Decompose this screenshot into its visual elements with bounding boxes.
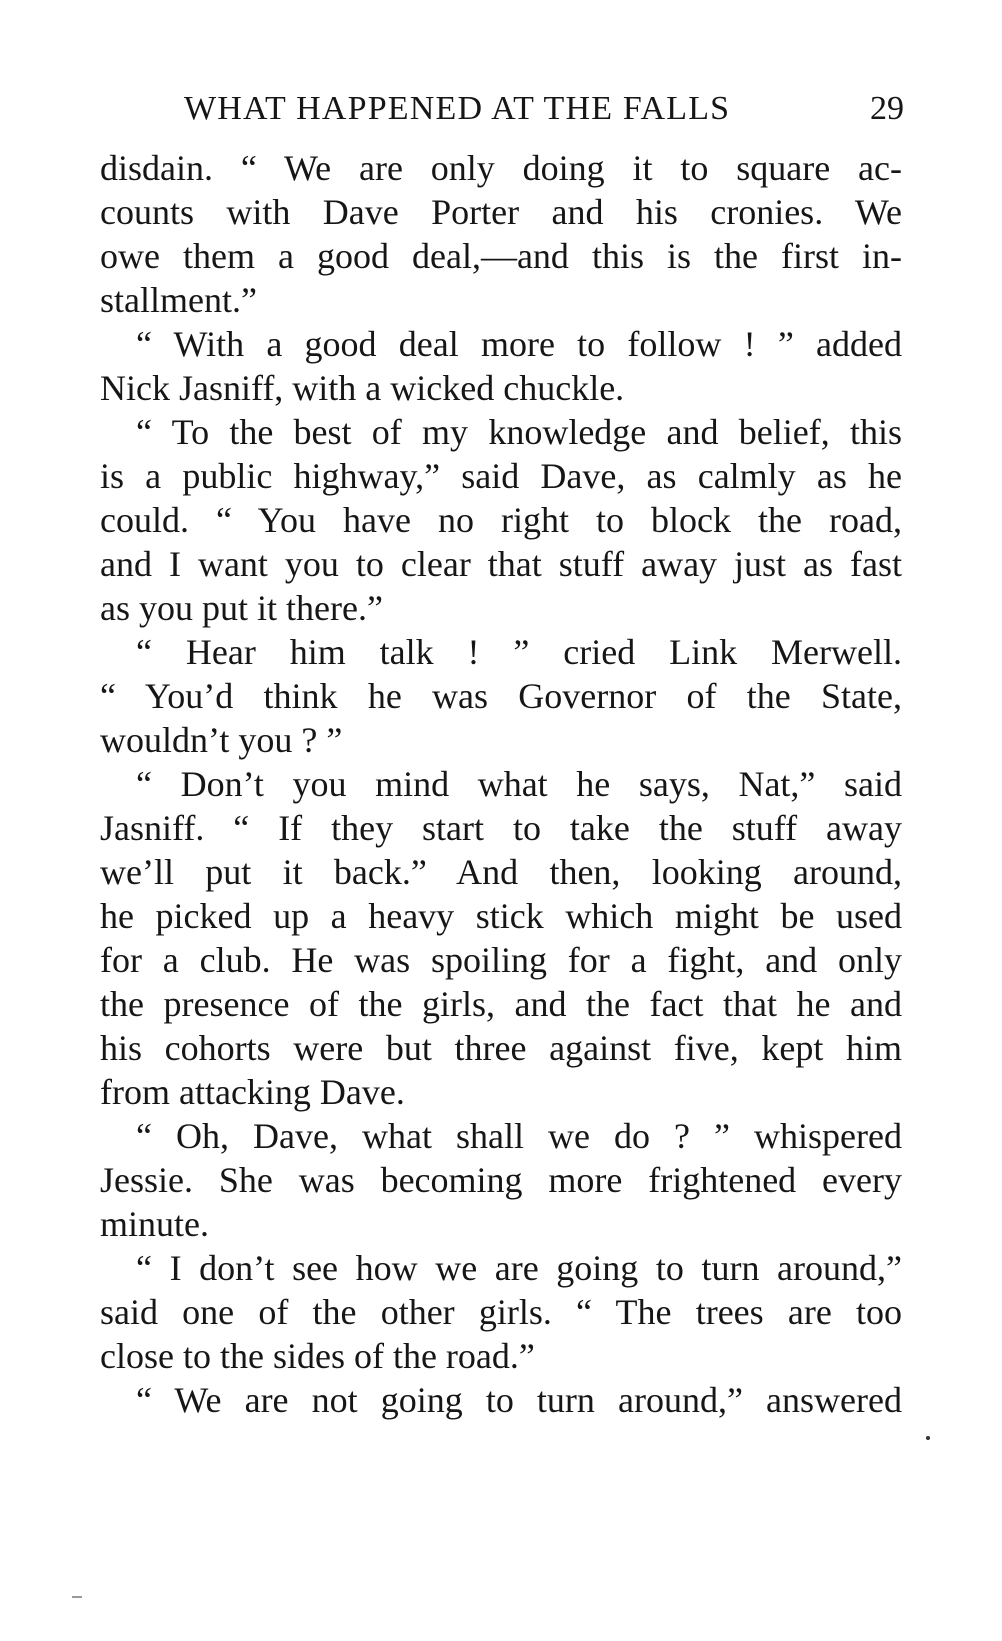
- paragraph-start-line: “ We are not going to turn around,” answered: [136, 1380, 902, 1420]
- page-number: 29: [870, 90, 904, 127]
- text-line: is a public highway,” said Dave, as calmly as he: [100, 456, 902, 496]
- text-line: for a club. He was spoiling for a fight, and only: [100, 940, 902, 980]
- text-line: “ You’d think he was Governor of the State,: [100, 676, 902, 716]
- text-line: Nick Jasniff, with a wicked chuckle.: [100, 368, 625, 408]
- text-line: he picked up a heavy stick which might be used: [100, 896, 902, 936]
- scan-mark: [72, 1596, 82, 1598]
- text-line: the presence of the girls, and the fact that he and: [100, 984, 902, 1024]
- text-line: from attacking Dave.: [100, 1072, 405, 1112]
- text-line: counts with Dave Porter and his cronies. We: [100, 192, 902, 232]
- text-line: could. “ You have no right to block the road,: [100, 500, 902, 540]
- text-line: wouldn’t you ? ”: [100, 720, 343, 760]
- chapter-title: WHAT HAPPENED AT THE FALLS: [184, 90, 731, 127]
- text-line: Jessie. She was becoming more frightened every: [100, 1160, 902, 1200]
- text-line: stallment.”: [100, 280, 257, 320]
- text-line: and I want you to clear that stuff away just as fast: [100, 544, 902, 584]
- text-line: close to the sides of the road.”: [100, 1336, 535, 1376]
- text-line: we’ll put it back.” And then, looking around,: [100, 852, 902, 892]
- ink-speck: [926, 1436, 930, 1440]
- text-line: said one of the other girls. “ The trees are too: [100, 1292, 902, 1332]
- text-line: Jasniff. “ If they start to take the stuff away: [100, 808, 902, 848]
- paragraph-start-line: “ To the best of my knowledge and belief, this: [136, 412, 902, 452]
- paragraph-start-line: “ Oh, Dave, what shall we do ? ” whispered: [136, 1116, 902, 1156]
- paragraph-start-line: “ Hear him talk ! ” cried Link Merwell.: [136, 632, 902, 672]
- paragraph-start-line: “ Don’t you mind what he says, Nat,” said: [136, 764, 902, 804]
- running-header: [184, 84, 904, 134]
- text-line: disdain. “ We are only doing it to square ac-: [100, 148, 902, 188]
- text-line: owe them a good deal,—and this is the first in-: [100, 236, 902, 276]
- text-line: his cohorts were but three against five, kept him: [100, 1028, 902, 1068]
- text-line: as you put it there.”: [100, 588, 383, 628]
- paragraph-start-line: “ With a good deal more to follow ! ” added: [136, 324, 902, 364]
- paragraph-start-line: “ I don’t see how we are going to turn around,”: [136, 1248, 902, 1288]
- text-line: minute.: [100, 1204, 209, 1244]
- body-text: [100, 146, 902, 1422]
